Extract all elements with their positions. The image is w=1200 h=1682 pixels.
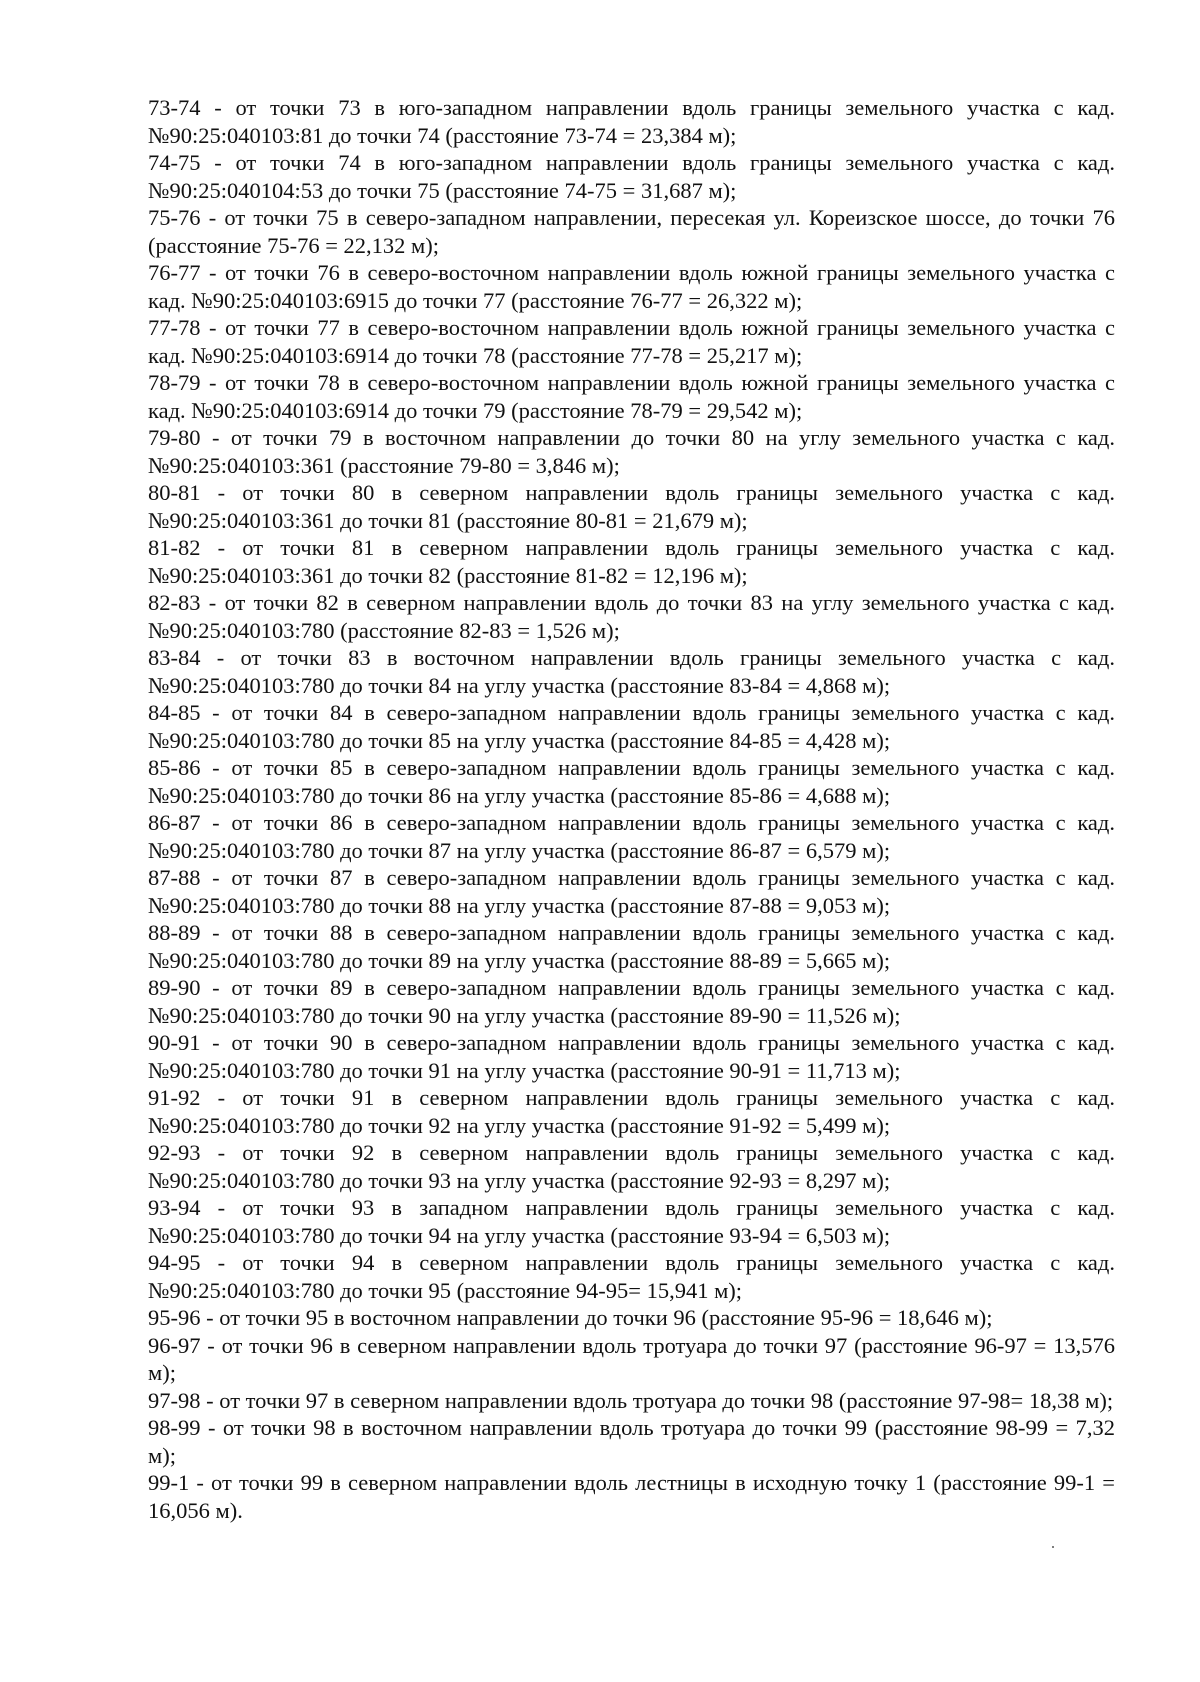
boundary-segment-92-93: 92-93 - от точки 92 в северном направлении вдоль границы земельного участка с кад. №90:25:040103:780 до точки 93 на углу участка (расстояние 92-93 = 8,297 м); <box>148 1140 1115 1193</box>
boundary-segment-87-88: 87-88 - от точки 87 в северо-западном направлении вдоль границы земельного участка с кад. №90:25:040103:780 до точки 88 на углу участка (расстояние 87-88 = 9,053 м); <box>148 865 1115 918</box>
boundary-description-text <box>148 94 1115 1524</box>
scan-speck <box>1052 1546 1054 1548</box>
boundary-segment-94-95: 94-95 - от точки 94 в северном направлении вдоль границы земельного участка с кад. №90:25:040103:780 до точки 95 (расстояние 94-95= 15,941 м); <box>148 1250 1115 1303</box>
boundary-segment-95-96: 95-96 - от точки 95 в восточном направлении до точки 96 (расстояние 95-96 = 18,646 м); <box>148 1305 993 1330</box>
boundary-segment-88-89: 88-89 - от точки 88 в северо-западном направлении вдоль границы земельного участка с кад. №90:25:040103:780 до точки 89 на углу участка (расстояние 88-89 = 5,665 м); <box>148 920 1115 973</box>
boundary-segment-80-81: 80-81 - от точки 80 в северном направлении вдоль границы земельного участка с кад. №90:25:040103:361 до точки 81 (расстояние 80-81 = 21,679 м); <box>148 480 1115 533</box>
boundary-segment-82-83: 82-83 - от точки 82 в северном направлении вдоль до точки 83 на углу земельного участка с кад. №90:25:040103:780 (расстояние 82-83 = 1,526 м); <box>148 590 1115 643</box>
boundary-segment-93-94: 93-94 - от точки 93 в западном направлении вдоль границы земельного участка с кад. №90:25:040103:780 до точки 94 на углу участка (расстояние 93-94 = 6,503 м); <box>148 1195 1115 1248</box>
boundary-segment-84-85: 84-85 - от точки 84 в северо-западном направлении вдоль границы земельного участка с кад. №90:25:040103:780 до точки 85 на углу участка (расстояние 84-85 = 4,428 м); <box>148 700 1115 753</box>
boundary-segment-81-82: 81-82 - от точки 81 в северном направлении вдоль границы земельного участка с кад. №90:25:040103:361 до точки 82 (расстояние 81-82 = 12,196 м); <box>148 535 1115 588</box>
boundary-segment-77-78: 77-78 - от точки 77 в северо-восточном направлении вдоль южной границы земельного участка с кад. №90:25:040103:6914 до точки 78 (расстояние 77-78 = 25,217 м); <box>148 315 1115 368</box>
boundary-segment-75-76: 75-76 - от точки 75 в северо-западном направлении, пересекая ул. Кореизское шоссе, до точки 76 (расстояние 75-76 = 22,132 м); <box>148 205 1115 258</box>
boundary-segment-90-91: 90-91 - от точки 90 в северо-западном направлении вдоль границы земельного участка с кад. №90:25:040103:780 до точки 91 на углу участка (расстояние 90-91 = 11,713 м); <box>148 1030 1115 1083</box>
boundary-segment-89-90: 89-90 - от точки 89 в северо-западном направлении вдоль границы земельного участка с кад. №90:25:040103:780 до точки 90 на углу участка (расстояние 89-90 = 11,526 м); <box>148 975 1115 1028</box>
boundary-segment-91-92: 91-92 - от точки 91 в северном направлении вдоль границы земельного участка с кад. №90:25:040103:780 до точки 92 на углу участка (расстояние 91-92 = 5,499 м); <box>148 1085 1115 1138</box>
boundary-segment-97-98: 97-98 - от точки 97 в северном направлении вдоль тротуара до точки 98 (расстояние 97-98= 18,38 м); <box>148 1387 1114 1413</box>
boundary-segment-76-77: 76-77 - от точки 76 в северо-восточном направлении вдоль южной границы земельного участка с кад. №90:25:040103:6915 до точки 77 (расстояние 76-77 = 26,322 м); <box>148 260 1115 313</box>
boundary-segment-74-75: 74-75 - от точки 74 в юго-западном направлении вдоль границы земельного участка с кад. №90:25:040104:53 до точки 75 (расстояние 74-75 = 31,687 м); <box>148 150 1115 203</box>
boundary-segment-86-87: 86-87 - от точки 86 в северо-западном направлении вдоль границы земельного участка с кад. №90:25:040103:780 до точки 87 на углу участка (расстояние 86-87 = 6,579 м); <box>148 810 1115 863</box>
boundary-segment-79-80: 79-80 - от точки 79 в восточном направлении до точки 80 на углу земельного участка с кад. №90:25:040103:361 (расстояние 79-80 = 3,846 м); <box>148 425 1115 478</box>
boundary-segment-83-84: 83-84 - от точки 83 в восточном направлении вдоль границы земельного участка с кад. №90:25:040103:780 до точки 84 на углу участка (расстояние 83-84 = 4,868 м); <box>148 645 1115 698</box>
boundary-segment-96-97: 96-97 - от точки 96 в северном направлении вдоль тротуара до точки 97 (расстояние 96-97 = 13,576 м); <box>148 1332 1115 1385</box>
boundary-segment-98-99: 98-99 - от точки 98 в восточном направлении вдоль тротуара до точки 99 (расстояние 98-99 = 7,32 м); <box>148 1415 1115 1468</box>
boundary-segment-73-74: 73-74 - от точки 73 в юго-западном направлении вдоль границы земельного участка с кад. №90:25:040103:81 до точки 74 (расстояние 73-74 = 23,384 м); <box>148 95 1115 148</box>
boundary-segment-99-1: 99-1 - от точки 99 в северном направлении вдоль лестницы в исходную точку 1 (расстояние 99-1 = 16,056 м). <box>148 1470 1115 1523</box>
boundary-segment-78-79: 78-79 - от точки 78 в северо-восточном направлении вдоль южной границы земельного участка с кад. №90:25:040103:6914 до точки 79 (расстояние 78-79 = 29,542 м); <box>148 370 1115 423</box>
boundary-segment-85-86: 85-86 - от точки 85 в северо-западном направлении вдоль границы земельного участка с кад. №90:25:040103:780 до точки 86 на углу участка (расстояние 85-86 = 4,688 м); <box>148 755 1115 808</box>
